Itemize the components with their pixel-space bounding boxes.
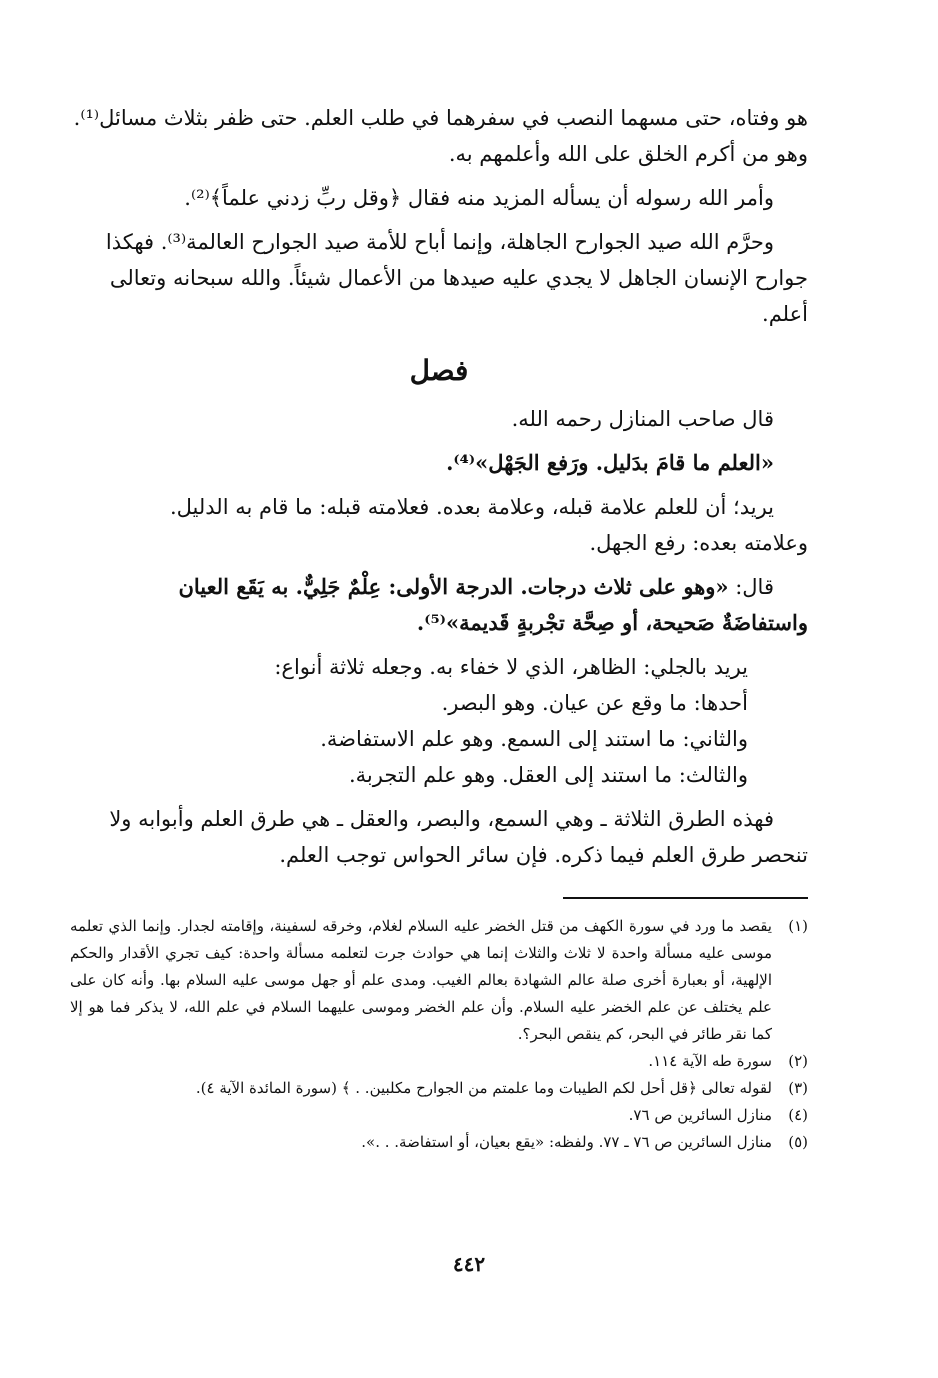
quote-1: «العلم ما قامَ بدَليل. ورَفع الجَهْل»⁽⁴⁾. xyxy=(446,450,774,475)
footnote-2 xyxy=(70,1048,808,1075)
paragraph-3 xyxy=(70,224,808,332)
types-list xyxy=(70,649,808,793)
footnote-number: (٢) xyxy=(788,1052,808,1070)
closing-line-1: فهذه الطرق الثلاثة ـ وهي السمع، والبصر، والعقل ـ هي طرق العلم وأبوابه ولا xyxy=(109,807,774,831)
paragraph-1-line-1: هو وفتاه، حتى مسهما النصب في سفرهما في طلب العلم. حتى ظفر بثلاث مسائل⁽¹⁾. xyxy=(73,106,808,130)
page-body xyxy=(70,100,808,1156)
list-item: أحدها: ما وقع عن عيان. وهو البصر. xyxy=(441,691,748,715)
quote-2-line-2: واستفاضَةٌ صَحيحة، أو صِحَّة تجْربةٍ قَديمة»⁽⁵⁾. xyxy=(416,610,808,635)
footnote-1 xyxy=(70,913,808,1048)
quote-2-text-1: «وهو على ثلاث درجات. الدرجة الأولى: عِلْمٌ جَلِيٌّ. به يَقَع العيان xyxy=(178,574,729,599)
closing-line-2: تنحصر طرق العلم فيما ذكره. فإن سائر الحواس توجب العلم. xyxy=(279,843,808,867)
footnote-text: منازل السائرين ص ٧٦ ـ ٧٧. ولفظه: «يقع بعيان، أو استفاضة. . .». xyxy=(361,1133,772,1151)
list-item: والثالث: ما استند إلى العقل. وهو علم التجربة. xyxy=(348,763,748,787)
footnote-text: لقوله تعالى ﴿قل أحل لكم الطيبات وما علمتم من الجوارح مكلبين. . ﴾ (سورة المائدة الآية ٤). xyxy=(195,1079,772,1097)
footnote-text: يقصد ما ورد في سورة الكهف من قتل الخضر عليه السلام لغلام، وخرقه لسفينة، وإقامته لجدار. وإنما الذي تعلمه موسى عليه مسألة واحدة لا ثلاث والثلاث إنما هي حوادث جرت لتعلمه مسألة واحدة: كيف تجري الأقدار والحكم الإلهية، أو بعبارة أخرى صلة عالم الشهادة بعالم الغيب. ومدى علم أو جهل موسى عليه السلام بها. وأنه كان على علم يختلف عن علم الخضر عليه السلام. وأن علم الخضر وموسى عليهما السلام في علم الله، لا يذكر فما هو إلا كما نقر طائر في البحر، كم ينقص البحر؟. xyxy=(70,917,772,1043)
paragraph-1-line-2: وهو من أكرم الخلق على الله وأعلمهم به. xyxy=(448,142,808,166)
paragraph-2: وأمر الله رسوله أن يسأله المزيد منه فقال ﴿وقل ربِّ زدني علماً﴾⁽²⁾. xyxy=(184,186,774,210)
footnote-separator xyxy=(563,897,808,899)
footnote-number: (٥) xyxy=(788,1133,808,1151)
explanation xyxy=(70,489,808,561)
paragraph-1 xyxy=(70,100,808,172)
footnote-text: منازل السائرين ص ٧٦. xyxy=(628,1106,772,1124)
footnote-4 xyxy=(70,1102,808,1129)
footnote-number: (١) xyxy=(788,917,808,935)
closing-paragraph xyxy=(70,801,808,873)
list-item: يريد بالجلي: الظاهر، الذي لا خفاء به. وجعله ثلاثة أنواع: xyxy=(274,655,748,679)
explanation-line-1: يريد؛ أن للعلم علامة قبله، وعلامة بعده. فعلامته قبله: ما قام به الدليل. xyxy=(169,495,774,519)
paragraph-3-line-3: أعلم. xyxy=(762,302,808,326)
section-heading: فصل xyxy=(409,354,469,387)
page-number: ٤٤٢ xyxy=(452,1252,486,1276)
paragraph-3-line-2: جوارح الإنسان الجاهل لا يجدي عليه صيدها من الأعمال شيئاً. والله سبحانه وتعالى xyxy=(109,266,808,290)
footnote-3 xyxy=(70,1075,808,1102)
quote-2-line-1 xyxy=(70,569,808,605)
footnote-text: سورة طه الآية ١١٤. xyxy=(648,1052,772,1070)
footnote-5 xyxy=(70,1129,808,1156)
quote-2-prefix: قال: xyxy=(728,575,774,599)
footnote-number: (٣) xyxy=(788,1079,808,1097)
explanation-line-2: وعلامته بعده: رفع الجهل. xyxy=(589,531,808,555)
list-item: والثاني: ما استند إلى السمع. وهو علم الاستفاضة. xyxy=(320,727,748,751)
section-intro: قال صاحب المنازل رحمه الله. xyxy=(511,407,774,431)
footnote-number: (٤) xyxy=(788,1106,808,1124)
quote-2 xyxy=(70,569,808,641)
paragraph-3-line-1: وحرَّم الله صيد الجوارح الجاهلة، وإنما أباح للأمة صيد الجوارح العالمة⁽³⁾. فهكذا xyxy=(105,230,774,254)
footnotes xyxy=(70,913,808,1156)
